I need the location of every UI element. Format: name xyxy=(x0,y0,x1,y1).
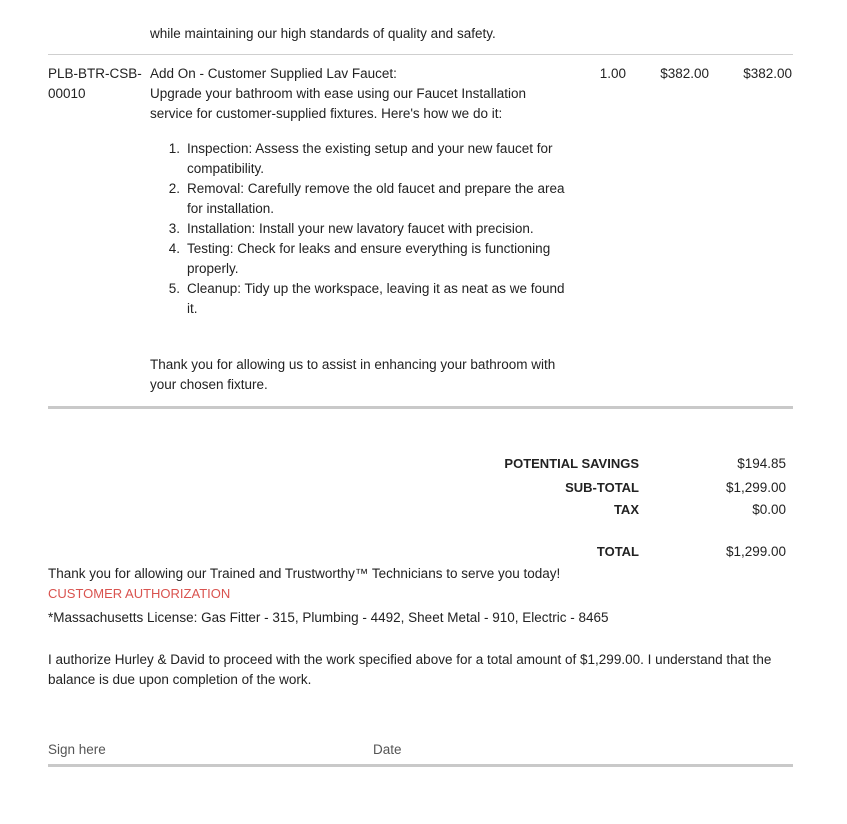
customer-authorization-heading: CUSTOMER AUTHORIZATION xyxy=(48,586,231,601)
step-number: 5. xyxy=(168,281,180,296)
line-item-description xyxy=(150,64,550,124)
line-item-amount: $382.00 xyxy=(743,66,792,81)
date-field-label: Date xyxy=(373,742,402,757)
potential-savings-value: $194.85 xyxy=(737,456,786,471)
authorization-line-1: I authorize Hurley & David to proceed with the work specified above for a total amount of $1,299.00. I understand that the xyxy=(48,652,772,667)
tax-value: $0.00 xyxy=(752,502,786,517)
previous-item-description-tail: while maintaining our high standards of quality and safety. xyxy=(150,26,496,41)
authorization-statement xyxy=(48,650,793,690)
closing-line-1: Thank you for allowing us to assist in enhancing your bathroom with xyxy=(150,357,556,372)
license-info: *Massachusetts License: Gas Fitter - 315, Plumbing - 4492, Sheet Metal - 910, Electric - 8465 xyxy=(48,610,609,625)
step-number: 3. xyxy=(168,221,180,236)
line-item-closing xyxy=(150,355,570,395)
subtotal-label: SUB-TOTAL xyxy=(565,480,639,495)
step-text-line-1: Cleanup: Tidy up the workspace, leaving it as neat as we found xyxy=(187,281,565,296)
list-item xyxy=(150,279,570,319)
step-text-line-1: Testing: Check for leaks and ensure everything is functioning xyxy=(187,241,551,256)
tax-label: TAX xyxy=(613,502,639,517)
thank-you-message: Thank you for allowing our Trained and Trustworthy™ Technicians to serve you today! xyxy=(48,566,561,581)
installation-steps-list xyxy=(150,139,570,319)
total-value: $1,299.00 xyxy=(725,544,786,559)
potential-savings-label: POTENTIAL SAVINGS xyxy=(504,456,639,471)
list-item xyxy=(150,179,570,219)
total-label: TOTAL xyxy=(596,544,639,559)
line-item-intro-1: Upgrade your bathroom with ease using our Faucet Installation xyxy=(150,86,526,101)
line-items-end-divider xyxy=(48,406,793,409)
list-item xyxy=(150,239,570,279)
step-number: 1. xyxy=(168,141,180,156)
line-item-quantity: 1.00 xyxy=(599,66,626,81)
step-text-line-1: Installation: Install your new lavatory faucet with precision. xyxy=(187,221,534,236)
line-item-sku xyxy=(48,64,143,104)
step-text-line-2: compatibility. xyxy=(187,161,265,176)
line-item-intro-2: service for customer-supplied fixtures. Here's how we do it: xyxy=(150,106,503,121)
sku-line-2: 00010 xyxy=(48,86,86,101)
closing-line-2: your chosen fixture. xyxy=(150,377,268,392)
sku-line-1: PLB-BTR-CSB- xyxy=(48,66,142,81)
step-text-line-1: Removal: Carefully remove the old faucet and prepare the area xyxy=(187,181,565,196)
line-item-divider xyxy=(48,54,793,55)
list-item xyxy=(150,219,570,239)
authorization-line-2: balance is due upon completion of the work. xyxy=(48,672,312,687)
step-text-line-2: for installation. xyxy=(187,201,275,216)
step-text-line-2: it. xyxy=(187,301,198,316)
signature-field-label[interactable]: Sign here xyxy=(48,742,106,757)
step-number: 2. xyxy=(168,181,180,196)
list-item xyxy=(150,139,570,179)
step-text-line-2: properly. xyxy=(187,261,239,276)
step-number: 4. xyxy=(168,241,180,256)
subtotal-value: $1,299.00 xyxy=(725,480,786,495)
line-item-title: Add On - Customer Supplied Lav Faucet: xyxy=(150,66,397,81)
line-item-rate: $382.00 xyxy=(660,66,709,81)
signature-line[interactable] xyxy=(48,764,793,767)
step-text-line-1: Inspection: Assess the existing setup and your new faucet for xyxy=(187,141,553,156)
